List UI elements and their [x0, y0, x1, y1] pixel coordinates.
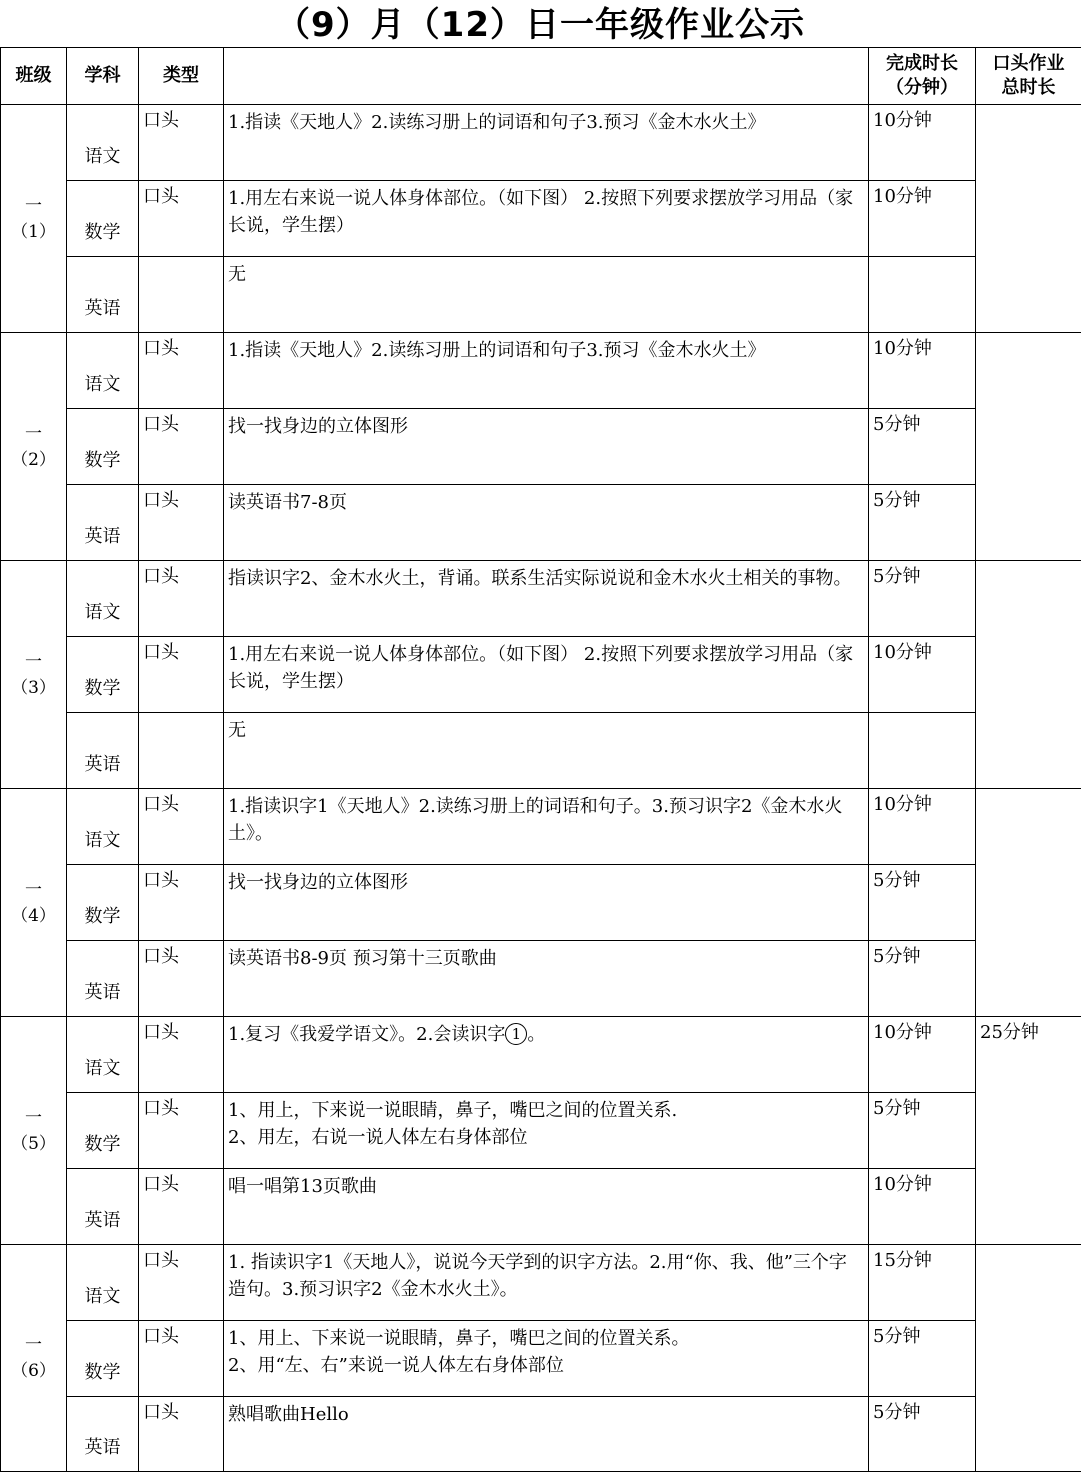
- table-row: [1, 1397, 1081, 1472]
- table-row: [1, 1321, 1081, 1397]
- duration-cell: 5分钟: [869, 1397, 976, 1472]
- type-cell: 口头: [139, 333, 224, 409]
- table-row: [1, 1245, 1081, 1321]
- content-cell: 1、用上，下来说一说眼睛，鼻子，嘴巴之间的位置关系. 2、用左，右说一说人体左右身体部位: [224, 1093, 869, 1169]
- header-subject: 学科: [67, 48, 139, 105]
- total-duration-cell: [976, 561, 1081, 789]
- total-duration-cell: [976, 105, 1081, 333]
- type-cell: 口头: [139, 1093, 224, 1169]
- subject-cell: 语文: [67, 1017, 139, 1093]
- table-row: [1, 105, 1081, 181]
- content-cell: 熟唱歌曲Hello: [224, 1397, 869, 1472]
- content-cell: 1.指读《天地人》2.读练习册上的词语和句子3.预习《金木水火土》: [224, 105, 869, 181]
- homework-table: [0, 47, 1081, 1472]
- header-class: 班级: [1, 48, 67, 105]
- header-type: 类型: [139, 48, 224, 105]
- duration-cell: [869, 713, 976, 789]
- type-cell: 口头: [139, 637, 224, 713]
- content-cell: 无: [224, 257, 869, 333]
- content-cell: 指读识字2、金木水火土，背诵。联系生活实际说说和金木水火土相关的事物。: [224, 561, 869, 637]
- subject-cell: 语文: [67, 561, 139, 637]
- content-cell: 读英语书7-8页: [224, 485, 869, 561]
- class-name: 一 （2）: [1, 333, 67, 561]
- type-cell: 口头: [139, 1321, 224, 1397]
- type-cell: [139, 713, 224, 789]
- class-name: 一 （1）: [1, 105, 67, 333]
- table-row: [1, 409, 1081, 485]
- subject-cell: 语文: [67, 789, 139, 865]
- table-row: [1, 181, 1081, 257]
- content-cell: 找一找身边的立体图形: [224, 409, 869, 485]
- table-row: [1, 941, 1081, 1017]
- subject-cell: 英语: [67, 1397, 139, 1472]
- subject-cell: 英语: [67, 1169, 139, 1245]
- duration-cell: 5分钟: [869, 1093, 976, 1169]
- content-cell: 唱一唱第13页歌曲: [224, 1169, 869, 1245]
- duration-cell: 5分钟: [869, 865, 976, 941]
- header-row: [1, 48, 1081, 105]
- type-cell: 口头: [139, 1397, 224, 1472]
- class-name: 一 （5）: [1, 1017, 67, 1245]
- duration-cell: 10分钟: [869, 1017, 976, 1093]
- type-cell: 口头: [139, 1017, 224, 1093]
- table-row: [1, 789, 1081, 865]
- type-cell: 口头: [139, 105, 224, 181]
- duration-cell: 5分钟: [869, 561, 976, 637]
- subject-cell: 语文: [67, 105, 139, 181]
- header-content: [224, 48, 869, 105]
- type-cell: 口头: [139, 865, 224, 941]
- subject-cell: 英语: [67, 941, 139, 1017]
- table-row: [1, 485, 1081, 561]
- duration-cell: 10分钟: [869, 1169, 976, 1245]
- content-cell: 1.复习《我爱学语文》。2.会读识字 1 。: [224, 1017, 869, 1093]
- table-row: [1, 1017, 1081, 1093]
- subject-cell: 数学: [67, 865, 139, 941]
- subject-cell: 英语: [67, 713, 139, 789]
- type-cell: 口头: [139, 1169, 224, 1245]
- total-duration-cell: [976, 1245, 1081, 1472]
- table-row: [1, 333, 1081, 409]
- subject-cell: 数学: [67, 409, 139, 485]
- header-duration: 完成时长 （分钟）: [869, 48, 976, 105]
- subject-cell: 英语: [67, 257, 139, 333]
- type-cell: 口头: [139, 181, 224, 257]
- type-cell: 口头: [139, 941, 224, 1017]
- subject-cell: 数学: [67, 1321, 139, 1397]
- content-cell: 无: [224, 713, 869, 789]
- subject-cell: 数学: [67, 1093, 139, 1169]
- type-cell: [139, 257, 224, 333]
- class-name: 一 （4）: [1, 789, 67, 1017]
- duration-cell: 5分钟: [869, 1321, 976, 1397]
- subject-cell: 数学: [67, 637, 139, 713]
- header-total: 口头作业 总时长: [976, 48, 1081, 105]
- table-row: [1, 713, 1081, 789]
- content-cell: 找一找身边的立体图形: [224, 865, 869, 941]
- duration-cell: 10分钟: [869, 637, 976, 713]
- table-row: [1, 1169, 1081, 1245]
- duration-cell: [869, 257, 976, 333]
- subject-cell: 语文: [67, 1245, 139, 1321]
- duration-cell: 5分钟: [869, 485, 976, 561]
- table-row: [1, 1093, 1081, 1169]
- circled-number: 1: [505, 1023, 527, 1045]
- total-duration-cell: [976, 789, 1081, 1017]
- duration-cell: 10分钟: [869, 333, 976, 409]
- total-duration-cell: 25分钟: [976, 1017, 1081, 1245]
- content-cell: 1.指读《天地人》2.读练习册上的词语和句子3.预习《金木水火土》: [224, 333, 869, 409]
- total-duration-cell: [976, 333, 1081, 561]
- content-cell: 1.用左右来说一说人体身体部位。（如下图） 2.按照下列要求摆放学习用品（家长说，学生摆）: [224, 637, 869, 713]
- class-name: 一 （6）: [1, 1245, 67, 1472]
- table-row: [1, 637, 1081, 713]
- content-cell: 读英语书8-9页 预习第十三页歌曲: [224, 941, 869, 1017]
- subject-cell: 数学: [67, 181, 139, 257]
- table-row: [1, 561, 1081, 637]
- table-row: [1, 257, 1081, 333]
- duration-cell: 5分钟: [869, 409, 976, 485]
- content-cell: 1. 指读识字1《天地人》，说说今天学到的识字方法。2.用“你、我、他”三个字造句。3.预习识字2《金木水火土》。: [224, 1245, 869, 1321]
- duration-cell: 5分钟: [869, 941, 976, 1017]
- duration-cell: 10分钟: [869, 789, 976, 865]
- type-cell: 口头: [139, 789, 224, 865]
- type-cell: 口头: [139, 1245, 224, 1321]
- type-cell: 口头: [139, 485, 224, 561]
- content-cell: 1.指读识字1《天地人》2.读练习册上的词语和句子。3.预习识字2《金木水火土》。: [224, 789, 869, 865]
- type-cell: 口头: [139, 409, 224, 485]
- duration-cell: 15分钟: [869, 1245, 976, 1321]
- duration-cell: 10分钟: [869, 181, 976, 257]
- subject-cell: 语文: [67, 333, 139, 409]
- content-cell: 1、用上、下来说一说眼睛，鼻子，嘴巴之间的位置关系。 2、用“左、右”来说一说人体左右身体部位: [224, 1321, 869, 1397]
- subject-cell: 英语: [67, 485, 139, 561]
- duration-cell: 10分钟: [869, 105, 976, 181]
- type-cell: 口头: [139, 561, 224, 637]
- content-cell: 1.用左右来说一说人体身体部位。（如下图） 2.按照下列要求摆放学习用品（家长说，学生摆）: [224, 181, 869, 257]
- page-title: （9）月（12）日一年级作业公示: [276, 5, 805, 45]
- table-row: [1, 865, 1081, 941]
- class-name: 一 （3）: [1, 561, 67, 789]
